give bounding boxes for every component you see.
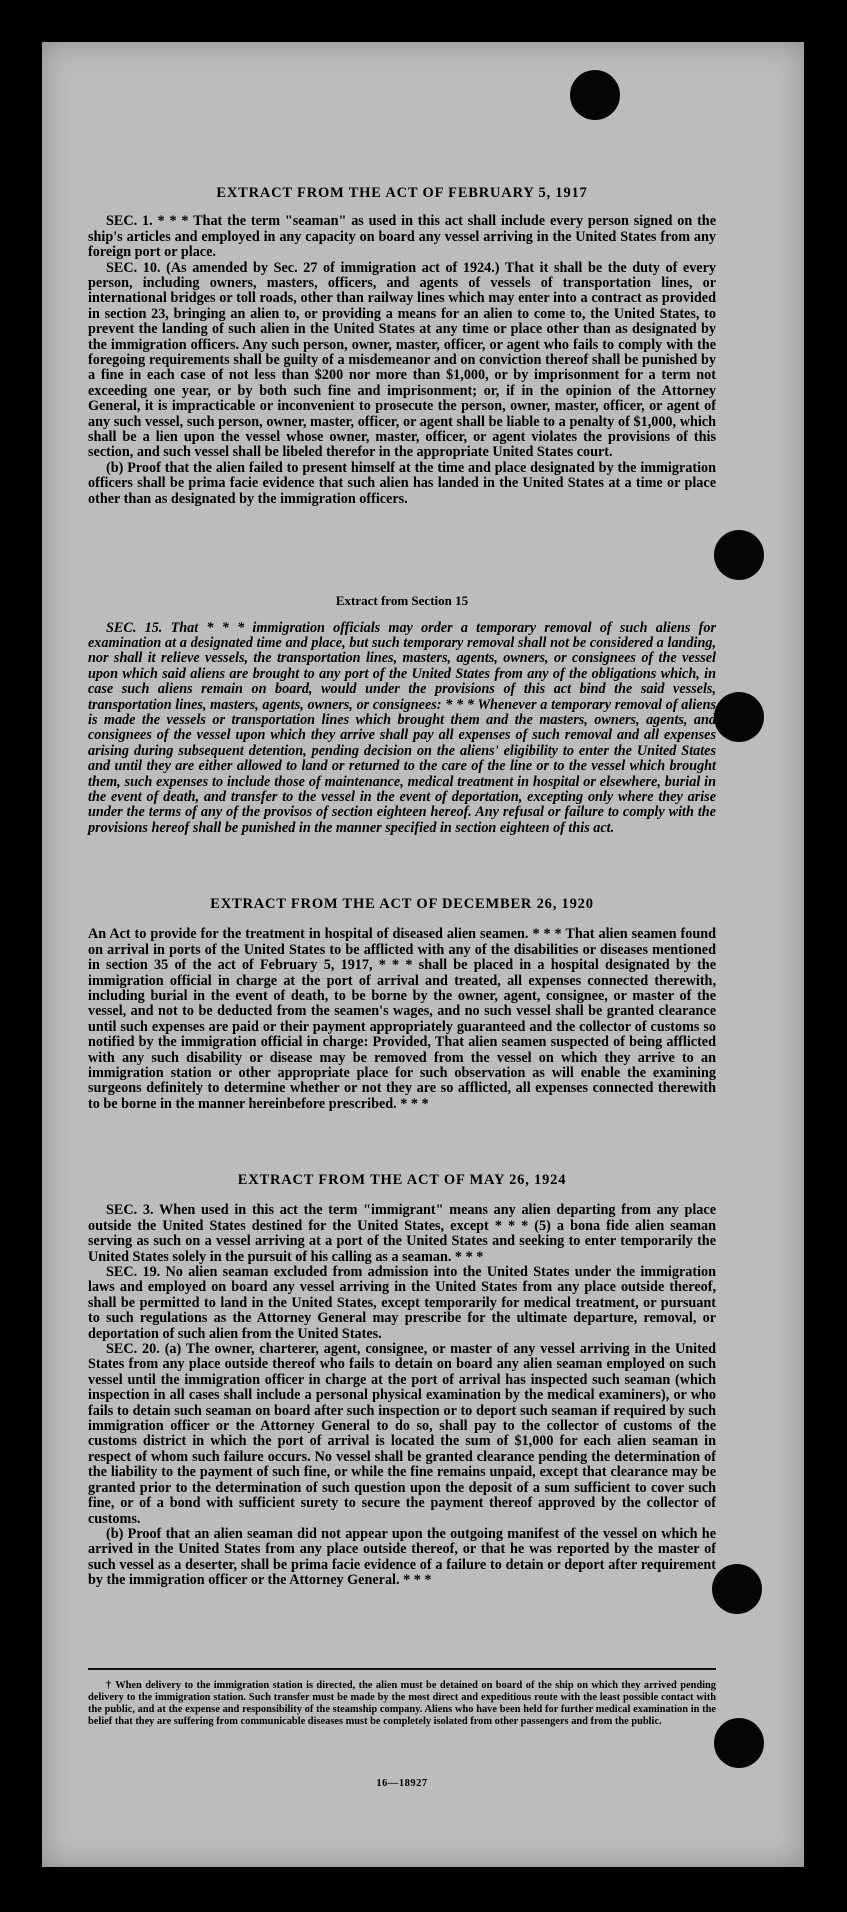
footnote-divider [88,1668,716,1670]
section-heading: EXTRACT FROM THE ACT OF FEBRUARY 5, 1917 [216,185,588,201]
section-extract-15 [88,593,716,836]
paragraph: SEC. 20. (a) The owner, charterer, agent, consignee, or master of any vessel arriving in the United States from any place outside thereof who fails to detain on board any alien seaman employed on such vessel until the immigration officer in charge at the port of arrival has inspected such seaman (which inspection in all cases shall include a personal physical examination by the medical examiners), or who fails to detain such seaman on board after such inspection or to deport such seaman if required by such immigration officer or the Attorney General to do so, shall pay to the collector of customs of the customs district in which the port of arrival is located the sum of $1,000 for each alien seaman in respect of whom such failure occurs. No vessel shall be granted clearance pending the determination of the liability to the payment of such fine, or while the fine remains unpaid, except that clearance may be granted prior to the determination of such question upon the deposit of a sum sufficient to cover such fine, or of a bond with sufficient surety to secure the payment thereof approved by the collector of customs. [88,1341,716,1527]
paragraph: An Act to provide for the treatment in hospital of diseased alien seamen. * * * That alien seamen found on arrival in ports of the United States to be afflicted with any of the disabilities or diseases mentioned in section 35 of the act of February 5, 1917, * * * shall be placed in a hospital designated by the immigration official in charge at the port of arrival and treated, all expenses connected therewith, including burial in the event of death, to be borne by the owner, agent, consignee, or master of the vessel, and not to be deducted from the seamen's wages, and no such vessel shall be granted clearance until such expenses are paid or their payment appropriately guaranteed and the collector of customs so notified by the immigration official in charge: Provided, That alien seamen suspected of being afflicted with any such disability or disease may be removed from the vessel on which they arrive to an immigration station or other appropriate place for such observation as will enable the examining surgeons definitely to determine whether or not they are so afflicted, all expenses connected therewith to be borne in the manner hereinbefore prescribed. * * * [88,926,716,1112]
section-act-1920 [88,896,716,1112]
paragraph: SEC. 3. When used in this act the term "immigrant" means any alien departing from any place outside the United States destined for the United States, except * * * (5) a bona fide alien seaman serving as such on a vessel arriving at a port of the United States and seeking to enter temporarily the United States solely in the pursuit of his calling as a seaman. * * * [88,1202,716,1265]
section-act-1917 [88,185,716,507]
punch-hole [714,530,764,580]
section-heading: EXTRACT FROM THE ACT OF MAY 26, 1924 [237,1172,567,1188]
paragraph: (b) Proof that an alien seaman did not appear upon the outgoing manifest of the vessel on which he arrived in the United States from any place outside thereof, or that he was reported by the master of such vessel as a deserter, shall be prima facie evidence of a failure to detain or deport after requirement by the immigration officer or the Attorney General. * * * [88,1525,716,1589]
paragraph: SEC. 10. (As amended by Sec. 27 of immigration act of 1924.) That it shall be the duty of every person, including owners, masters, officers, and agents of vessels of transportation lines, or international bridges or toll roads, other than railway lines which may enter into a contract as provided in section 23, bringing an alien to, or providing a means for an alien to come to, the United States, to prevent the landing of such alien in the United States at any time or place other than as designated by the immigration officers. Any such person, owner, master, officer, or agent who fails to comply with the foregoing requirements shall be guilty of a misdemeanor and on conviction thereof shall be punished by a fine in each case of not less than $200 nor more than $1,000, or by imprisonment for a term not exceeding one year, or by both such fine and imprisonment; or, if in the opinion of the Attorney General, it is impracticable or inconvenient to prosecute the person, owner, master, officer, or agent of any such vessel, such person, owner, master, officer, or agent shall be liable to a penalty of $1,000, which shall be a lien upon the vessel whose owner, master, officer, or agent violates the provisions of this section, and such vessel shall be libeled therefor in the appropriate United States court. [88,259,716,461]
section-act-1924 [88,1172,716,1589]
footnote-block [88,1680,716,1728]
punch-hole [712,1564,762,1614]
section-heading: EXTRACT FROM THE ACT OF DECEMBER 26, 1920 [210,896,594,912]
paragraph: (b) Proof that the alien failed to present himself at the time and place designated by the immigration officers shall be prima facie evidence that such alien has landed in the United States at a time or place other than as designated by the immigration officers. [88,459,716,507]
footnote: † When delivery to the immigration station is directed, the alien must be detained on board of the ship on which they arrived pending delivery to the immigration station. Such transfer must be made by the most direct and expeditious route with the least possible contact with the public, and at the expense and responsibility of the steamship company. Aliens who have been held for further medical examination in the belief that they are suffering from communicable diseases must be completely isolated from other passengers and from the public. [88,1680,716,1727]
paragraph: SEC. 15. That * * * immigration officials may order a temporary removal of such aliens for examination at a designated time and place, but such temporary removal shall not be considered a landing, nor shall it relieve vessels, the transportation lines, masters, agents, owners, or consignees of the vessel upon which said aliens are brought to any port of the United States from any of the obligations which, in case such aliens remain on board, would under the provisions of this act bind the said vessels, transportation lines, masters, agents, owners, or consignees: * * * Whenever a temporary removal of aliens is made the vessels or transportation lines which brought them and the masters, owners, agents, and consignees of the vessel upon which they arrive shall pay all expenses of such removal and all expenses arising during subsequent detention, pending decision on the aliens' eligibility to enter the United States and until they are either allowed to land or returned to the care of the line or to the vessel which brought them, such expenses to include those of maintenance, medical treatment in hospital or elsewhere, burial in the event of death, and transfer to the vessel in the event of deportation, excepting only where they arise under the terms of any of the provisos of section eighteen hereof. Any refusal or failure to comply with the provisions hereof shall be punished in the manner specified in section eighteen of this act. [88,619,716,836]
section-heading: Extract from Section 15 [335,593,469,608]
punch-hole [714,692,764,742]
paragraph: SEC. 19. No alien seaman excluded from admission into the United States under the immigration laws and employed on board any vessel arriving in the United States from any place outside thereof, shall be permitted to land in the United States, except temporarily for medical treatment, or pursuant to such regulations as the Attorney General may prescribe for the ultimate departure, removal, or deportation of such alien from the United States. [88,1264,716,1342]
form-number: 16—18927 [376,1778,428,1789]
punch-hole [570,70,620,120]
paragraph: SEC. 1. * * * That the term "seaman" as used in this act shall include every person signed on the ship's articles and employed in any capacity on board any vessel arriving in the United States from any foreign port or place. [88,213,716,261]
punch-hole [714,1718,764,1768]
